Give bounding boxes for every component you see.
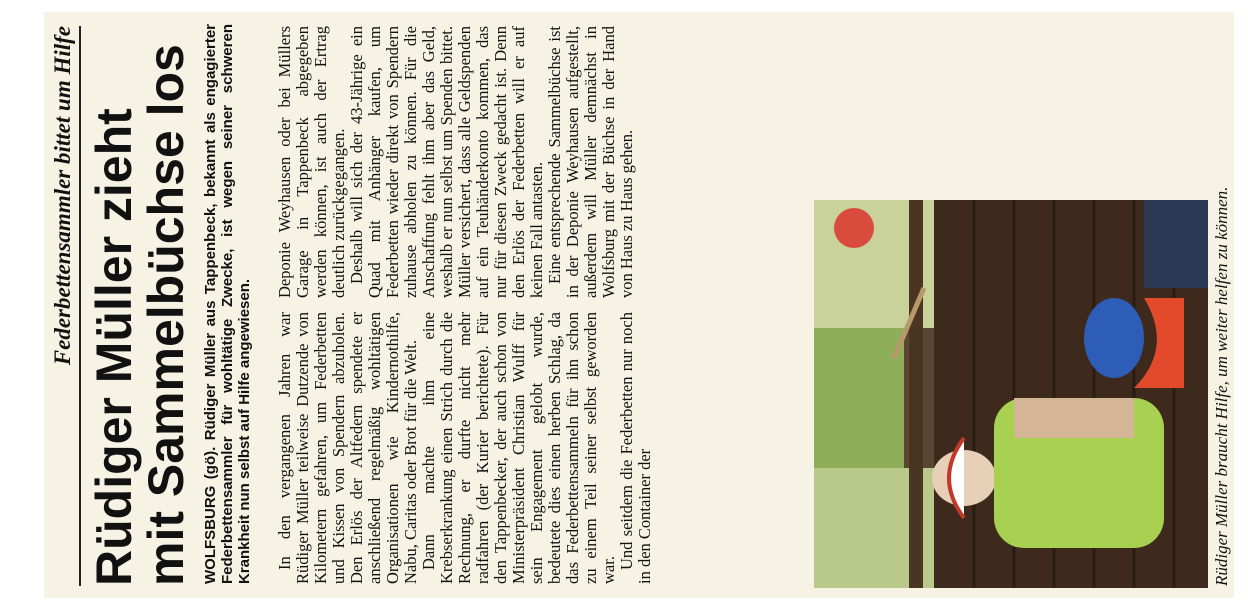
kicker: Federbettensammler bittet um Hilfe [50, 26, 81, 586]
newspaper-clipping [44, 12, 1234, 598]
headline [88, 26, 192, 586]
headline-line-1: Rüdiger Müller zieht [86, 108, 142, 586]
text-column-1 [276, 312, 654, 584]
paragraph: Deshalb will sich der 43-Jährige ein Quad mit Anhänger kaufen, um Federbetten wieder direkt von Spendern zuhause abholen zu können. Für die Anschaffung fehlt ihm aber das Geld, weshalb er nun selbst um Spenden bittet. Müller versichert, dass alle Geldspenden auf ein Teuhänderkonto kommen, das nur für diesen Zweck gedacht ist. Denn den Erlös der Federbetten will er auf keinen Fall antasten. [347, 26, 546, 298]
text-column-2 [276, 26, 636, 298]
article-photo [814, 200, 1208, 588]
photo-illustration [814, 200, 1208, 588]
photo-caption: Rüdiger Müller braucht Hilfe, um weiter helfen zu können. [1212, 186, 1231, 586]
paragraph: Dann machte ihm eine Krebserkrankung einen Strich durch die Rechnung, er durfte nicht mehr radfahren (der Kurier berichtete). Für den Tappenbecker, der auch schon von Ministerpräsident Christian Wulff für sein Engagement gelobt wurde, bedeutete dies einen herben Schlag, da das Federbettensammeln für ihn schon zu einem Teil seiner selbst geworden war. [419, 312, 618, 584]
paragraph: Und seitdem die Federbetten nur noch in den Container der [617, 312, 654, 584]
paragraph: Eine entsprechende Sammelbüchse ist in der Deponie Weyhausen aufgestellt, außerdem will Müller demnächst in Wolfsburg mit der Büchse in der Hand von Haus zu Haus gehen. [545, 26, 636, 298]
lead-paragraph: WOLFSBURG (gö). Rüdiger Müller aus Tappenbeck, bekannt als engagierter Federbettensammler für wohltätige Zwecke, ist wegen seiner schweren Krankheit nun selbst auf Hilfe angewiesen. [202, 24, 253, 584]
paragraph: In den vergangenen Jahren war Rüdiger Müller teilweise Dutzende von Kilometern gefahren, um Federbetten und Kissen von Spendern abzuholen. Den Erlös der Altfedern spendete er anschließend regelmäßig wohltätigen Organisationen wie Kindernothilfe, Nabu, Caritas oder Brot für die Welt. [275, 312, 420, 584]
paragraph: Deponie Weyhausen oder bei Müllers Garage in Tappenbeck abgegeben werden können, ist auch der Ertrag deutlich zurückgegangen. [275, 26, 348, 298]
headline-line-2: mit Sammelbüchse los [138, 44, 194, 586]
clipping-paper [44, 12, 1234, 598]
